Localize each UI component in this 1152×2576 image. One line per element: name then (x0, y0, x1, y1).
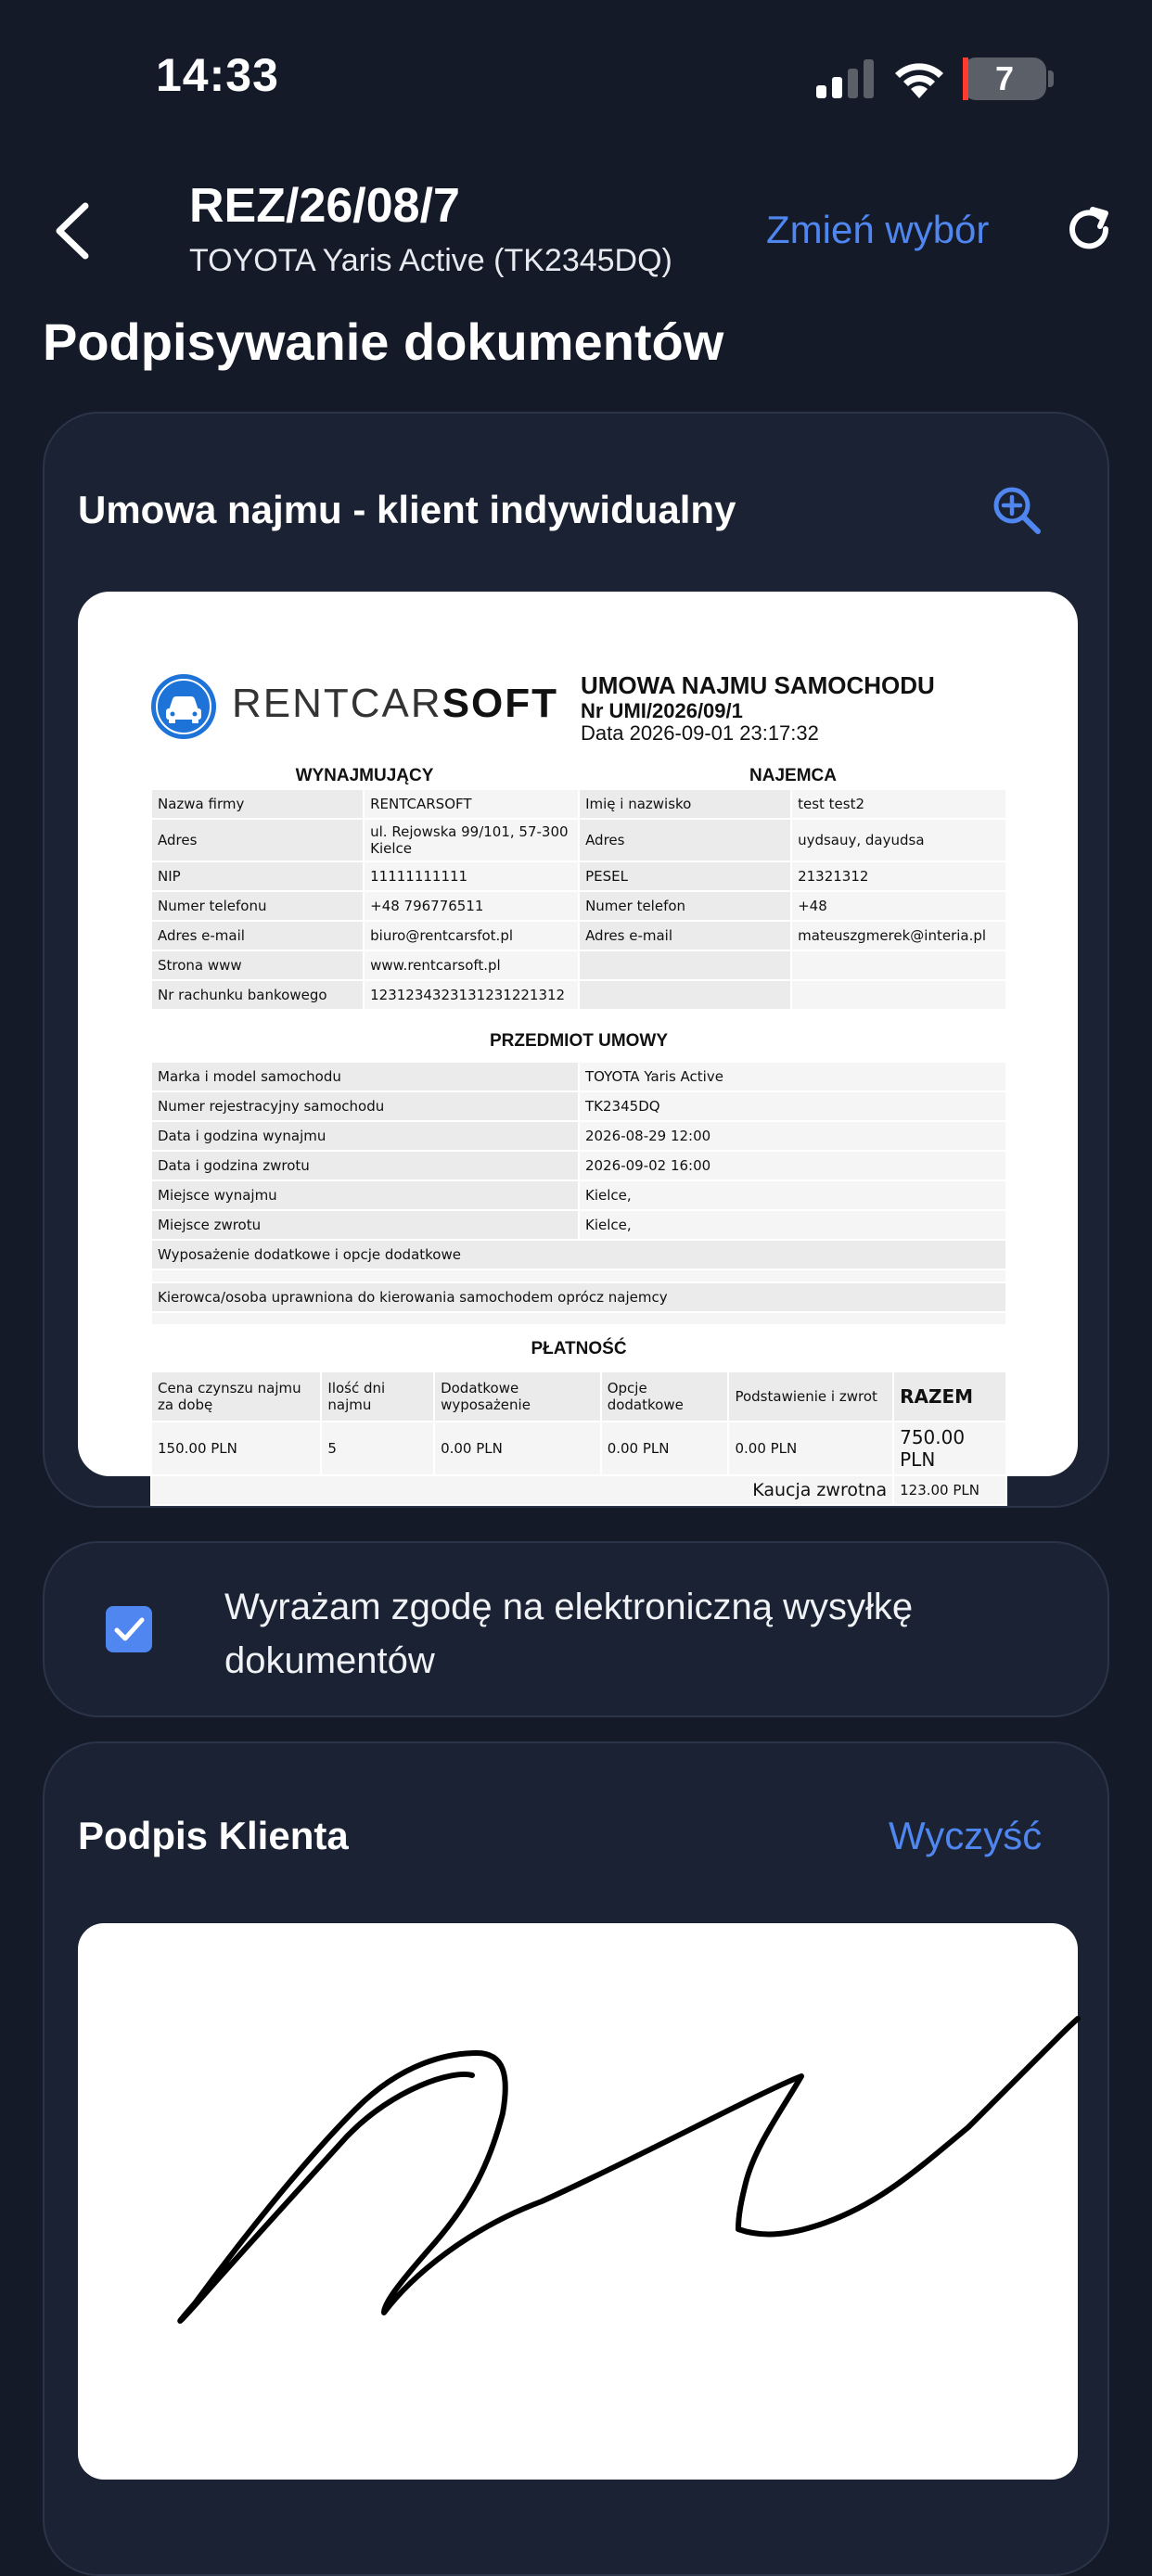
field-value (791, 980, 1006, 1010)
subject-row (151, 1062, 1006, 1091)
contract-title: UMOWA NAJMU SAMOCHODU (581, 671, 935, 699)
payment-table (150, 1371, 1007, 1506)
field-label (579, 950, 791, 980)
car-logo-icon (150, 673, 217, 740)
field-value: +48 796776511 (364, 891, 579, 921)
field-value: TK2345DQ (579, 1091, 1006, 1121)
field-value: 11111111111 (364, 861, 579, 891)
parties-row (151, 891, 1006, 921)
parties-table (150, 788, 1007, 1011)
wifi-icon (892, 57, 946, 98)
vehicle-subtitle: TOYOTA Yaris Active (TK2345DQ) (189, 243, 672, 278)
field-label: Miejsce zwrotu (151, 1210, 579, 1240)
status-time: 14:33 (156, 49, 279, 101)
battery-level: 7 (994, 59, 1015, 97)
field-value: Kielce, (579, 1180, 1006, 1210)
status-bar (0, 0, 1152, 158)
payment-value: 0.00 PLN (434, 1422, 601, 1475)
parties-row (151, 789, 1006, 819)
field-label: Numer telefonu (151, 891, 364, 921)
refresh-icon[interactable] (1065, 204, 1115, 254)
field-label: Data i godzina zwrotu (151, 1151, 579, 1180)
field-label: Adres (151, 819, 364, 861)
back-chevron-icon[interactable] (46, 198, 102, 263)
brand-name: RENTCARSOFT (232, 681, 559, 726)
contract-date: Data 2026-09-01 23:17:32 (581, 721, 819, 745)
field-label: Nazwa firmy (151, 789, 364, 819)
field-value: Kielce, (579, 1210, 1006, 1240)
checkmark-icon (106, 1606, 152, 1652)
field-value: RENTCARSOFT (364, 789, 579, 819)
subject-row (151, 1210, 1006, 1240)
field-label: Adres e-mail (579, 921, 791, 950)
payment-header: Cena czynszu najmu za dobę (151, 1371, 321, 1422)
payment-header: Dodatkowe wyposażenie (434, 1371, 601, 1422)
subject-row (151, 1121, 1006, 1151)
page-title: Podpisywanie dokumentów (43, 312, 724, 371)
field-label: Numer rejestracyjny samochodu (151, 1091, 579, 1121)
field-label: Strona www (151, 950, 364, 980)
field-value: www.rentcarsoft.pl (364, 950, 579, 980)
subject-row (151, 1151, 1006, 1180)
payment-header: Podstawienie i zwrot (728, 1371, 893, 1422)
subject-table (150, 1061, 1007, 1326)
battery-icon (963, 57, 1046, 100)
nav-header (0, 176, 1152, 287)
field-value: 2026-09-02 16:00 (579, 1151, 1006, 1180)
field-value: ul. Rejowska 99/101, 57-300 Kielce (364, 819, 579, 861)
lessor-heading: WYNAJMUJĄCY (295, 766, 434, 785)
field-value: test test2 (791, 789, 1006, 819)
signature-pad[interactable] (78, 1923, 1078, 2480)
consent-label[interactable]: Wyrażam zgodę na elektroniczną wysyłkę dokumentów (224, 1587, 914, 1681)
parties-row (151, 950, 1006, 980)
field-label: Adres e-mail (151, 921, 364, 950)
field-label: Numer telefon (579, 891, 791, 921)
clear-signature-button[interactable]: Wyczyść (889, 1814, 1043, 1857)
payment-values-row (151, 1422, 1006, 1475)
parties-row (151, 921, 1006, 950)
field-value (791, 950, 1006, 980)
parties-row (151, 861, 1006, 891)
parties-row (151, 819, 1006, 861)
change-selection-button[interactable]: Zmień wybór (766, 208, 990, 251)
document-card (43, 412, 1109, 1508)
zoom-in-icon[interactable] (991, 484, 1043, 536)
field-value: uydsauy, dayudsa (791, 819, 1006, 861)
payment-value: 750.00 PLN (893, 1422, 1006, 1475)
signature-stroke (78, 1923, 1078, 2480)
deposit-row: Kaucja zwrotna 123.00 PLN (151, 1475, 1006, 1505)
document-preview[interactable] (78, 592, 1078, 1500)
equipment-value-row (151, 1269, 1006, 1282)
payment-value: 5 (321, 1422, 434, 1475)
payment-header: Ilość dni najmu (321, 1371, 434, 1422)
payment-value: 150.00 PLN (151, 1422, 321, 1475)
reservation-number: REZ/26/08/7 (189, 179, 460, 233)
lessee-heading: NAJEMCA (749, 766, 837, 785)
field-value: +48 (791, 891, 1006, 921)
field-value: 2026-08-29 12:00 (579, 1121, 1006, 1151)
signature-card (43, 1741, 1109, 2576)
field-value: TOYOTA Yaris Active (579, 1062, 1006, 1091)
field-label: PESEL (579, 861, 791, 891)
field-value: 21321312 (791, 861, 1006, 891)
consent-card (43, 1541, 1109, 1717)
driver-value-row (151, 1312, 1006, 1325)
document-title: Umowa najmu - klient indywidualny (78, 488, 736, 531)
payment-heading: PŁATNOŚĆ (531, 1339, 627, 1358)
field-label: NIP (151, 861, 364, 891)
field-label: Miejsce wynajmu (151, 1180, 579, 1210)
signature-title: Podpis Klienta (78, 1814, 349, 1857)
field-label: Data i godzina wynajmu (151, 1121, 579, 1151)
field-label: Nr rachunku bankowego (151, 980, 364, 1010)
field-value: mateuszgmerek@interia.pl (791, 921, 1006, 950)
payment-value: 0.00 PLN (601, 1422, 729, 1475)
payment-header-row (151, 1371, 1006, 1422)
subject-heading: PRZEDMIOT UMOWY (489, 1031, 669, 1051)
contract-number: Nr UMI/2026/09/1 (581, 699, 743, 722)
field-value: 1231234323131231221312 (364, 980, 579, 1010)
equipment-row: Wyposażenie dodatkowe i opcje dodatkowe (151, 1240, 1006, 1269)
subject-row (151, 1091, 1006, 1121)
field-label: Marka i model samochodu (151, 1062, 579, 1091)
payment-header: RAZEM (893, 1371, 1006, 1422)
consent-checkbox[interactable] (106, 1606, 152, 1652)
subject-row (151, 1180, 1006, 1210)
payment-value: 0.00 PLN (728, 1422, 893, 1475)
field-value: biuro@rentcarsfot.pl (364, 921, 579, 950)
field-label: Adres (579, 819, 791, 861)
field-label: Imię i nazwisko (579, 789, 791, 819)
driver-row: Kierowca/osoba uprawniona do kierowania samochodem oprócz najemcy (151, 1282, 1006, 1312)
field-label (579, 980, 791, 1010)
cellular-signal-icon (816, 59, 876, 98)
battery-tip (1048, 70, 1054, 87)
parties-row (151, 980, 1006, 1010)
payment-header: Opcje dodatkowe (601, 1371, 729, 1422)
